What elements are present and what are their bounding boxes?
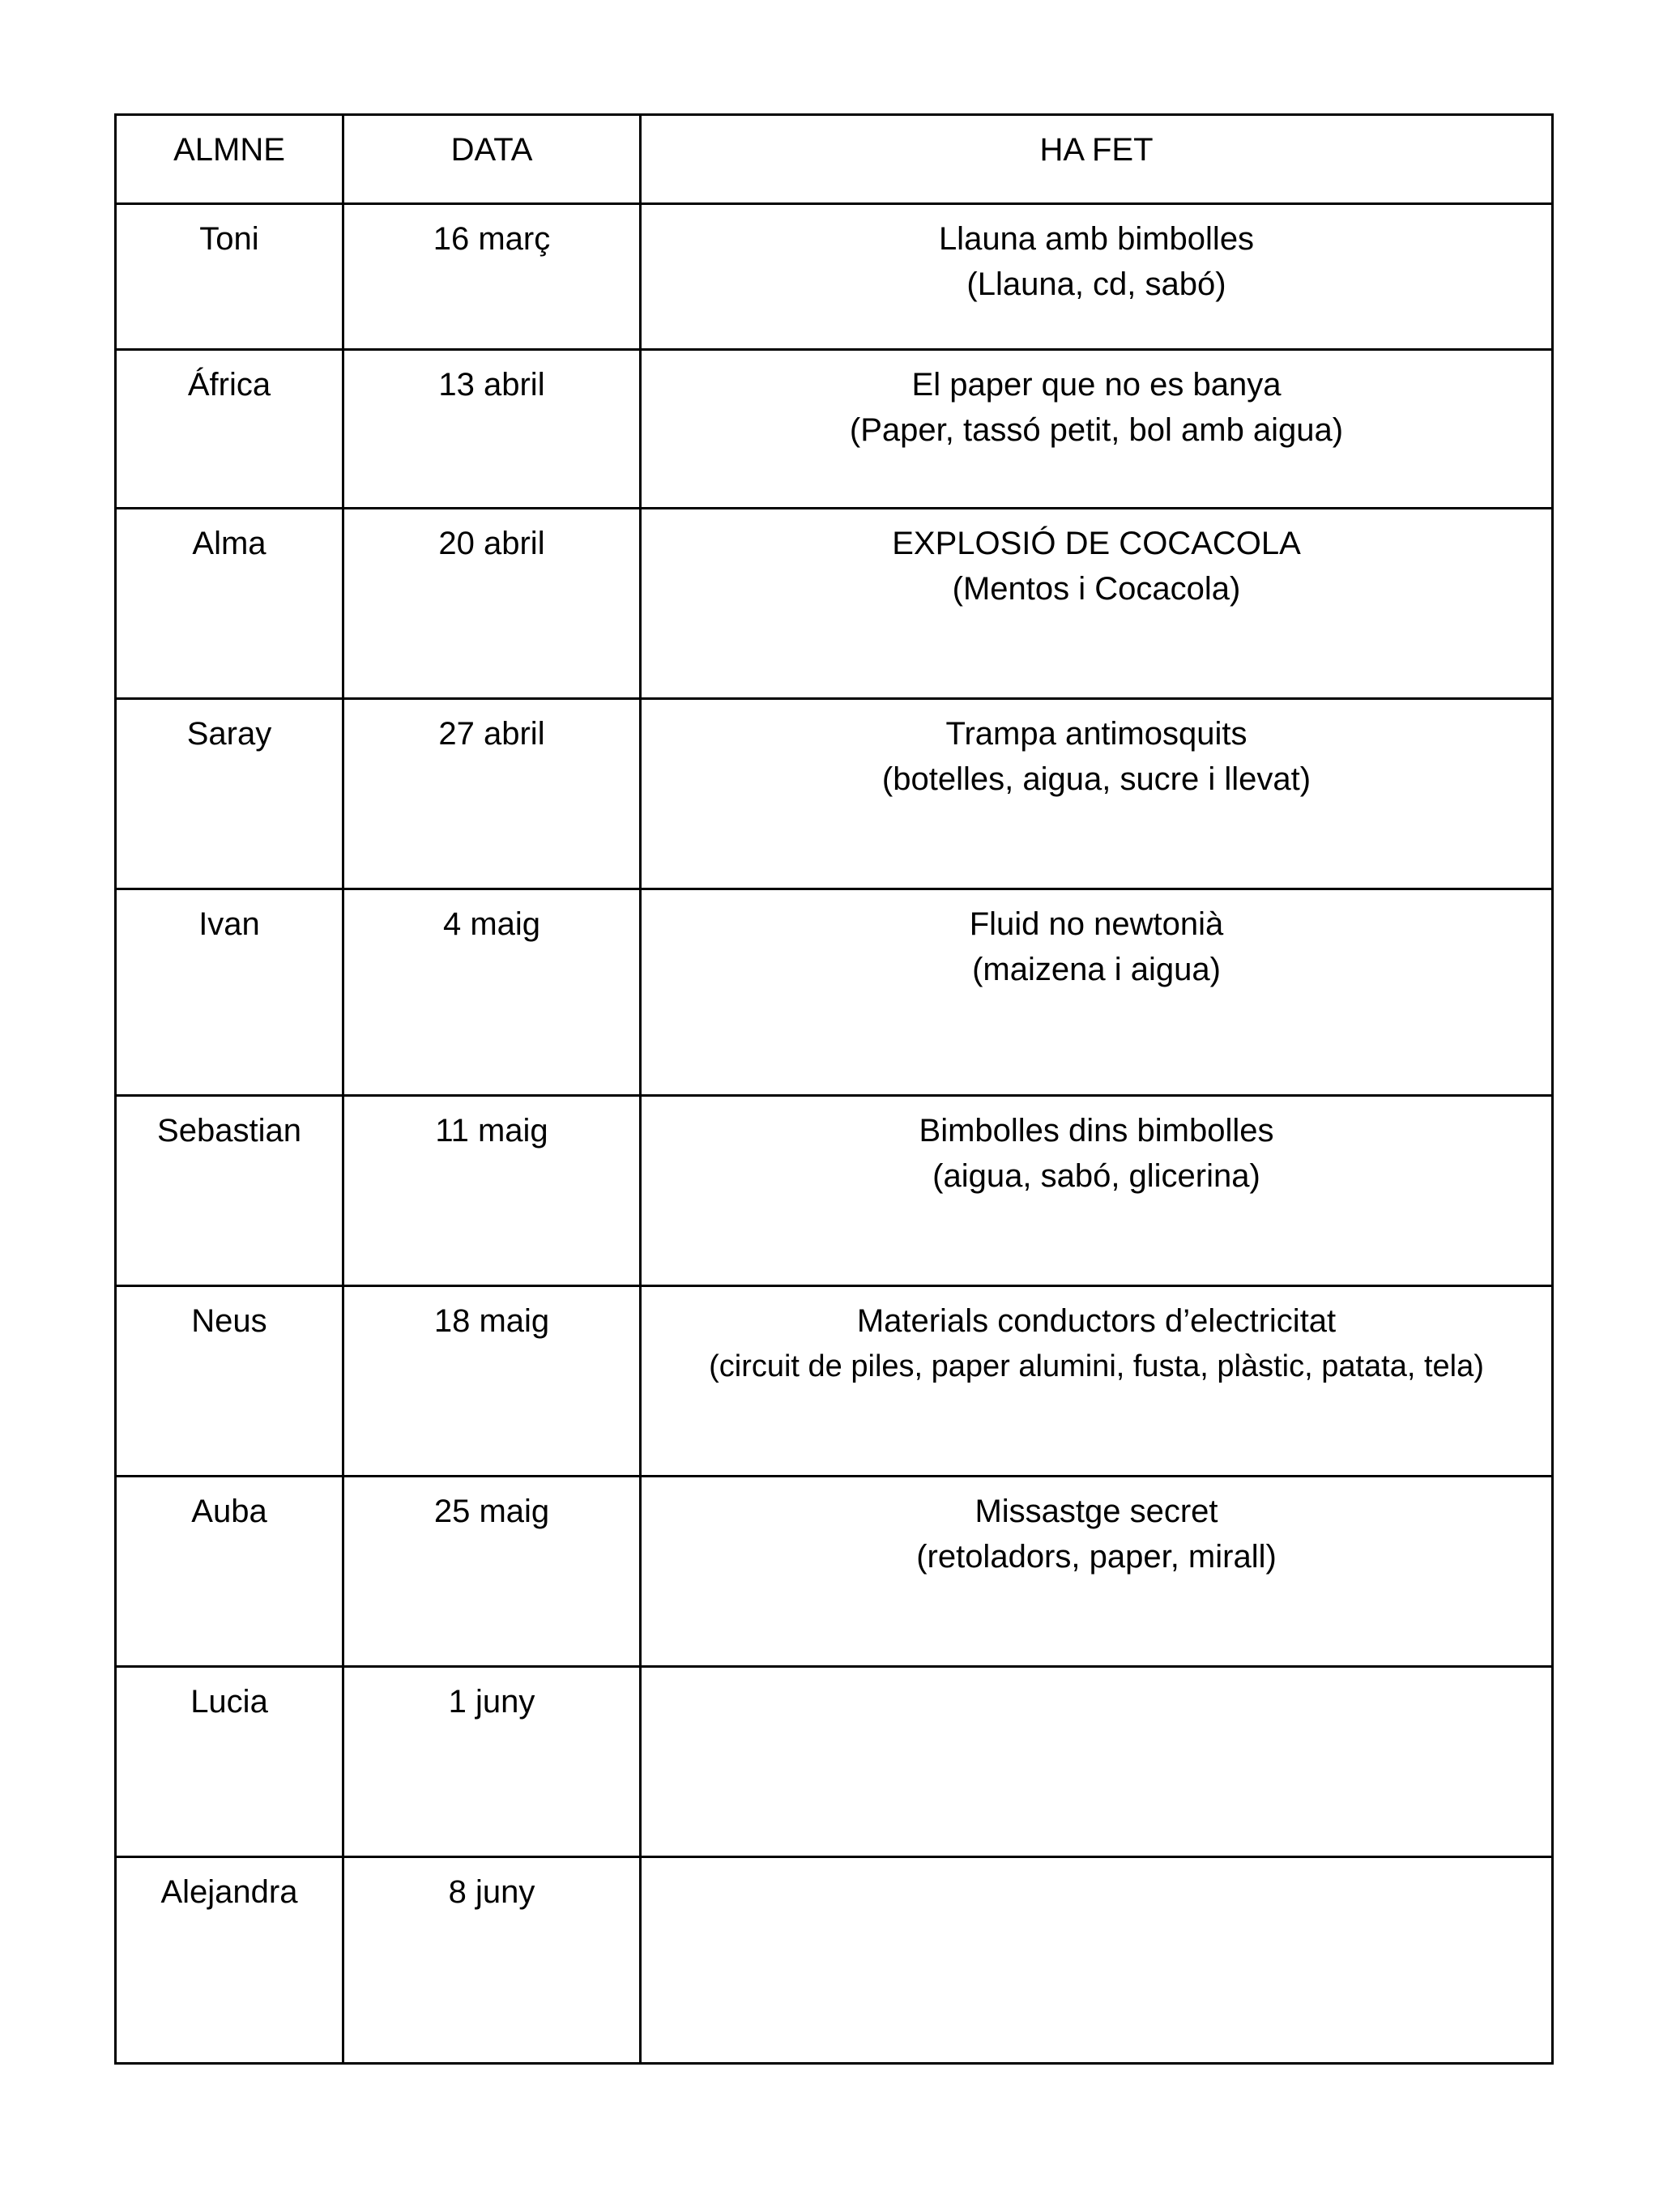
session-date: 25 maig: [343, 1477, 641, 1667]
student-name: Ivan: [116, 889, 343, 1096]
experiment-materials: (retoladors, paper, mirall): [916, 1539, 1277, 1575]
experiment-cell: [641, 509, 1553, 699]
header-student: ALMNE: [116, 115, 343, 204]
session-date: 18 maig: [343, 1286, 641, 1477]
student-name: Auba: [116, 1477, 343, 1667]
table-row: [116, 889, 1553, 1096]
table-row: [116, 350, 1553, 509]
table-row: [116, 1286, 1553, 1477]
experiment-title: Fluid no newtonià: [969, 906, 1224, 942]
session-date: 20 abril: [343, 509, 641, 699]
experiment-title: EXPLOSIÓ DE COCACOLA: [892, 526, 1301, 561]
student-name: Alejandra: [116, 1857, 343, 2064]
session-date: 8 juny: [343, 1857, 641, 2064]
student-name: Alma: [116, 509, 343, 699]
experiment-cell: [641, 204, 1553, 350]
experiment-title: Materials conductors d’electricitat: [856, 1303, 1337, 1339]
experiment-materials: (Paper, tassó petit, bol amb aigua): [849, 412, 1344, 448]
header-done: HA FET: [641, 115, 1553, 204]
header-date: DATA: [343, 115, 641, 204]
table-row: [116, 699, 1553, 889]
session-date: 27 abril: [343, 699, 641, 889]
schedule-table: [114, 113, 1554, 2065]
session-date: 11 maig: [343, 1096, 641, 1286]
experiment-title: Llauna amb bimbolles: [938, 221, 1255, 257]
experiment-title: El paper que no es banya: [911, 367, 1282, 403]
session-date: 1 juny: [343, 1667, 641, 1857]
experiment-materials: (Llauna, cd, sabó): [966, 266, 1226, 302]
table-row: [116, 1857, 1553, 2064]
table-row: [116, 1096, 1553, 1286]
header-row: [116, 115, 1553, 204]
session-date: 13 abril: [343, 350, 641, 509]
experiment-title: Missastge secret: [975, 1494, 1218, 1529]
student-name: Neus: [116, 1286, 343, 1477]
experiment-materials: (maizena i aigua): [972, 952, 1221, 987]
experiment-materials: (Mentos i Cocacola): [952, 571, 1241, 607]
student-name: África: [116, 350, 343, 509]
experiment-materials: (botelles, aigua, sucre i llevat): [881, 761, 1311, 797]
student-name: Saray: [116, 699, 343, 889]
experiment-materials: (aigua, sabó, glicerina): [932, 1158, 1260, 1194]
student-name: Toni: [116, 204, 343, 350]
experiment-cell: [641, 1096, 1553, 1286]
experiment-materials: (circuit de piles, paper alumini, fusta, plàstic, patata, tela): [709, 1349, 1484, 1383]
experiment-cell: [641, 1286, 1553, 1477]
table-row: [116, 509, 1553, 699]
experiment-cell: [641, 350, 1553, 509]
table-row: [116, 204, 1553, 350]
student-name: Sebastian: [116, 1096, 343, 1286]
student-name: Lucia: [116, 1667, 343, 1857]
table-row: [116, 1667, 1553, 1857]
experiment-cell: [641, 699, 1553, 889]
experiments-schedule: [114, 113, 1551, 2065]
session-date: 16 març: [343, 204, 641, 350]
experiment-cell: [641, 1667, 1553, 1857]
session-date: 4 maig: [343, 889, 641, 1096]
experiment-cell: [641, 889, 1553, 1096]
experiment-title: Bimbolles dins bimbolles: [919, 1113, 1274, 1149]
table-row: [116, 1477, 1553, 1667]
experiment-cell: [641, 1857, 1553, 2064]
experiment-title: Trampa antimosquits: [945, 716, 1247, 752]
experiment-cell: [641, 1477, 1553, 1667]
